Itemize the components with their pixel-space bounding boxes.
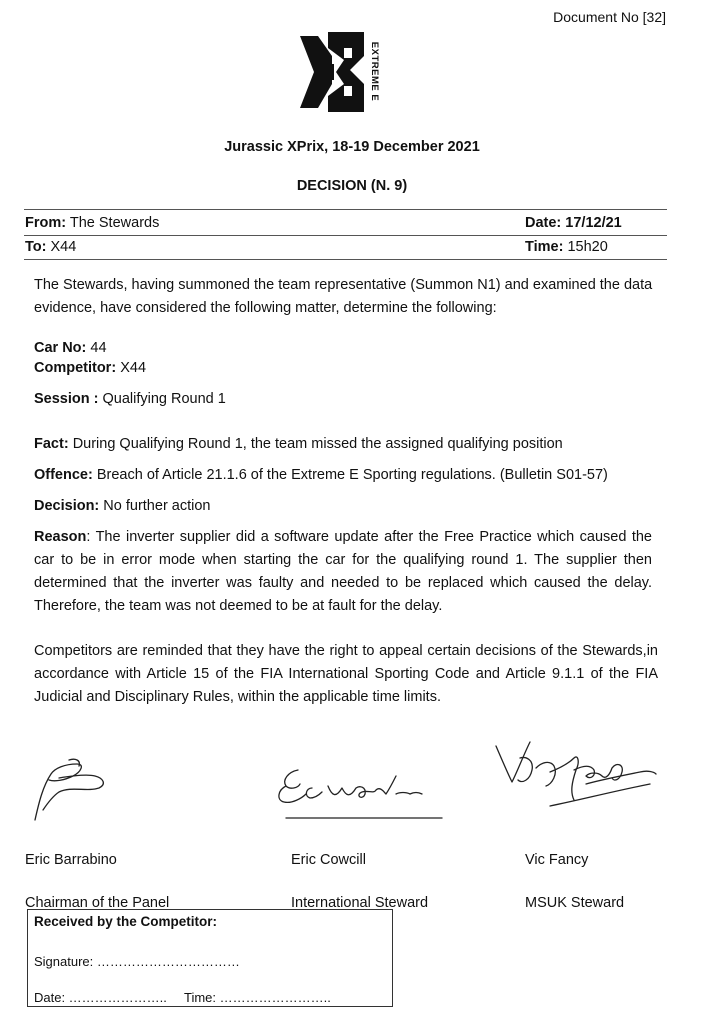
session-label: Session : [34, 391, 99, 407]
signature-fancy-icon [490, 734, 660, 824]
date-value: 17/12/21 [565, 215, 622, 231]
logo-text: EXTREME E [369, 41, 381, 101]
date-line [525, 212, 622, 235]
offence-label: Offence: [34, 467, 93, 483]
signatory-name-2: Eric Cowcill [291, 852, 366, 868]
time-value: 15h20 [567, 239, 608, 255]
to-line [25, 236, 76, 259]
extreme-e-logo [300, 26, 392, 116]
signatory-role-1: Chairman of the Panel [25, 895, 170, 911]
fact-value: During Qualifying Round 1, the team missed the assigned qualifying position [72, 436, 563, 452]
signatory-role-2: International Steward [291, 895, 429, 911]
from-value: The Stewards [69, 215, 160, 231]
received-box [27, 909, 393, 1007]
to-value: X44 [50, 239, 77, 255]
document-number: Document No [32] [553, 9, 666, 25]
competitor-line [34, 357, 146, 380]
signature-barrabino-icon [25, 750, 125, 830]
car-value: 44 [90, 340, 107, 356]
from-line [25, 212, 159, 235]
fact-line [34, 433, 674, 456]
session-line [34, 388, 226, 411]
offence-line [34, 464, 674, 487]
intro-paragraph: The Stewards, having summoned the team representative (Summon N1) and examined the data evidence, have considered the following matter, determine the following: [34, 277, 653, 316]
received-signature-line[interactable]: Signature: …………………………… [34, 954, 240, 969]
session-value: Qualifying Round 1 [102, 391, 226, 407]
to-label: To: [25, 239, 47, 255]
signature-barrabino [25, 750, 125, 830]
decision-line [34, 495, 211, 518]
received-date-line[interactable]: Date: ………………….. [34, 990, 167, 1005]
received-time-line[interactable]: Time: …………………….. [184, 990, 331, 1005]
time-label: Time: [525, 239, 564, 255]
signatory-name-3: Vic Fancy [525, 852, 589, 868]
decision-title: DECISION (N. 9) [296, 178, 408, 194]
signatory-role-3: MSUK Steward [525, 895, 625, 911]
car-label: Car No: [34, 340, 87, 356]
reason-label: Reason [34, 529, 87, 545]
header-rule-bottom [24, 259, 667, 260]
reason-paragraph [34, 526, 652, 618]
reason-value: : The inverter supplier did a software update after the Free Practice which caused the car to be in error mode when starting the car for the qualifying round 1. The supplier then determined that the inverter was faulty and needed to be replaced which caused the delay. Therefore, the team was not deemed to be at fault for the delay. [34, 529, 652, 614]
offence-value: Breach of Article 21.1.6 of the Extreme E Sporting regulations. (Bulletin S01-57) [96, 467, 608, 483]
time-line [525, 236, 608, 259]
signature-fancy [490, 734, 660, 824]
signature-cowcill-icon [272, 758, 452, 828]
signatory-name-1: Eric Barrabino [25, 852, 117, 868]
date-label: Date: [525, 215, 562, 231]
decision-label: Decision: [34, 498, 100, 514]
competitor-value: X44 [120, 360, 147, 376]
received-title: Received by the Competitor: [34, 914, 218, 929]
appeal-paragraph: Competitors are reminded that they have the right to appeal certain decisions of the Stewards,in accordance with Article 15 of the FIA International Sporting Code and Article 9.1.1 of the FIA Judicial and Disciplinary Rules, within the applicable time limits. [34, 643, 658, 705]
competitor-label: Competitor: [34, 360, 117, 376]
decision-value: No further action [103, 498, 211, 514]
signature-cowcill [272, 758, 452, 828]
event-title: Jurassic XPrix, 18-19 December 2021 [224, 139, 480, 155]
fact-label: Fact: [34, 436, 69, 452]
header-rule-top [24, 209, 667, 210]
from-label: From: [25, 215, 67, 231]
